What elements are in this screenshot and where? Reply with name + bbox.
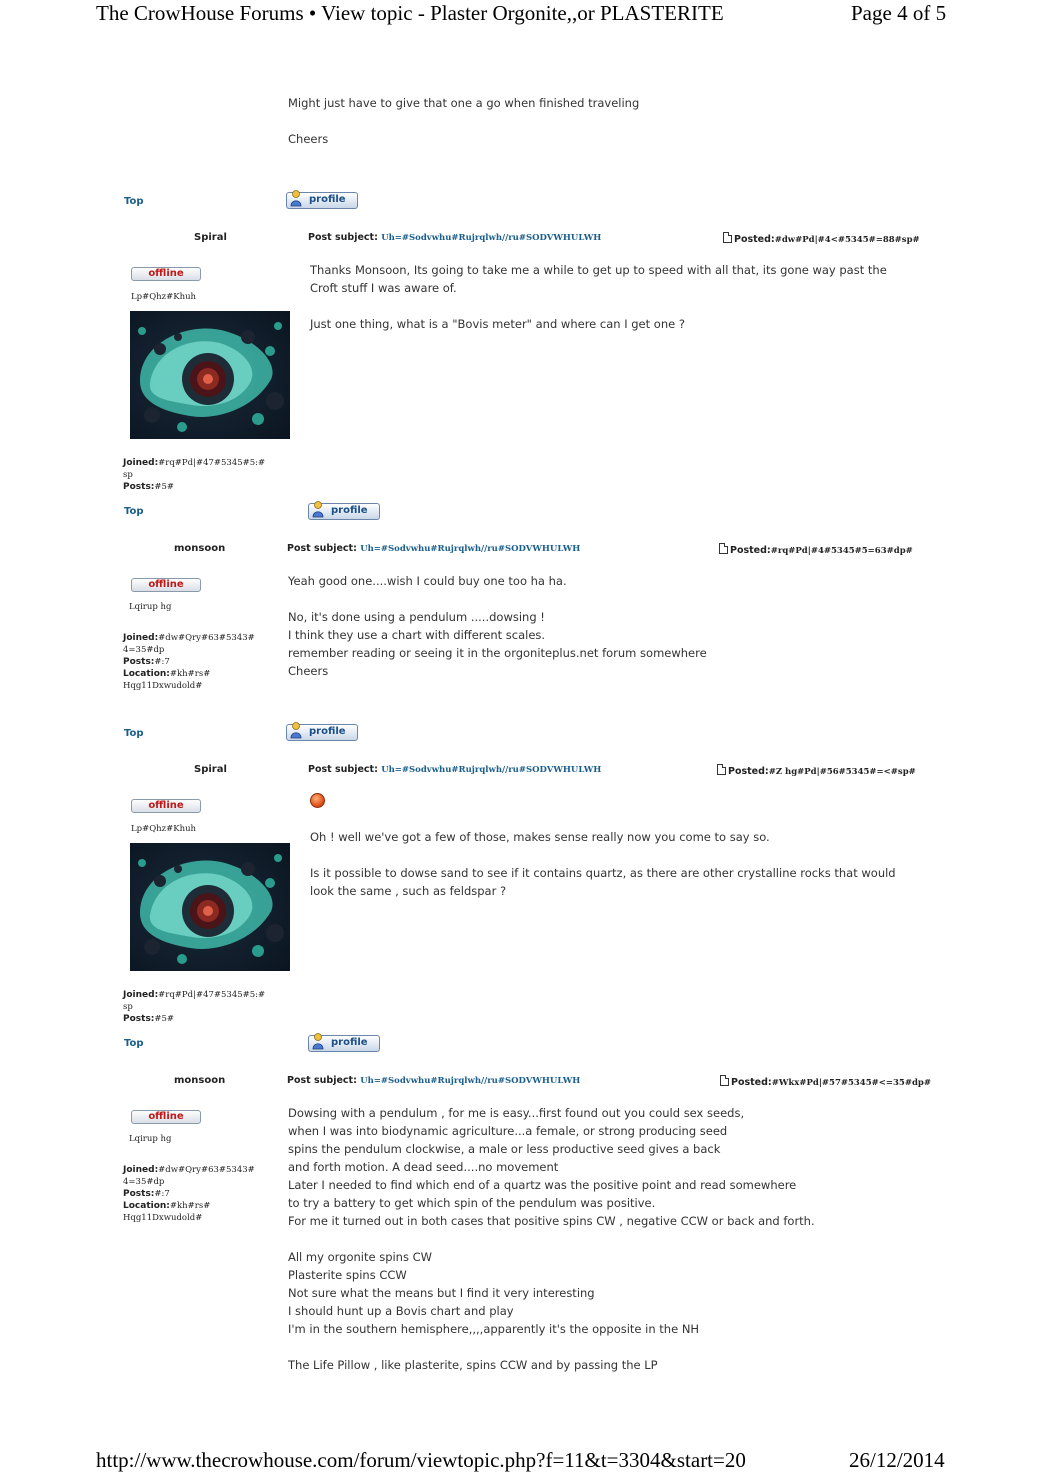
post-body xyxy=(288,94,639,148)
location-label: Location: xyxy=(123,669,170,679)
post-body xyxy=(310,261,887,333)
location-value: #kh#rs# xyxy=(169,1201,211,1211)
post-subject-label: Post subject: xyxy=(287,1075,357,1086)
profile-button-label: profile xyxy=(309,726,346,737)
profile-button[interactable] xyxy=(308,503,380,520)
joined-value-cont: 4=35#dp xyxy=(123,1177,165,1187)
profile-button-label: profile xyxy=(331,1037,368,1048)
user-icon xyxy=(312,1033,324,1050)
user-icon xyxy=(290,722,302,739)
post-line: I'm in the southern hemisphere,,,,apparently it's the opposite in the NH xyxy=(288,1322,700,1336)
posted-label: Posted: xyxy=(730,545,771,556)
post-author[interactable]: Spiral xyxy=(194,764,227,775)
post-line: Is it possible to dowse sand to see if it contains quartz, as there are other crystalline rocks that would xyxy=(310,866,896,880)
joined-value: #rq#Pd|#47#5345#5:# xyxy=(158,990,266,1000)
post-line: No, it's done using a pendulum .....dowsing ! xyxy=(288,610,545,624)
posts-value: #5# xyxy=(154,1014,175,1024)
profile-button-label: profile xyxy=(309,194,346,205)
post-subject xyxy=(287,1075,580,1086)
post-date xyxy=(720,1075,931,1088)
post-line: when I was into biodynamic agriculture...a female, or strong producing seed xyxy=(288,1124,728,1138)
post-subject xyxy=(308,232,601,243)
page-url: http://www.thecrowhouse.com/forum/viewtopic.php?f=11&t=3304&start=20 xyxy=(96,1448,746,1472)
post-subject-label: Post subject: xyxy=(287,543,357,554)
posted-label: Posted: xyxy=(731,1077,772,1088)
joined-value-cont: 4=35#dp xyxy=(123,645,165,655)
posts-label: Posts: xyxy=(123,657,155,667)
back-to-top-link[interactable]: Top xyxy=(124,506,144,517)
location-label: Location: xyxy=(123,1201,170,1211)
post-line: The Life Pillow , like plasterite, spins CCW and by passing the LP xyxy=(288,1358,658,1372)
profile-button[interactable] xyxy=(286,192,358,209)
print-header xyxy=(0,0,1042,28)
post-line xyxy=(288,590,707,608)
post-line xyxy=(288,1230,815,1248)
posted-value: #dw#Pd|#4<#5345#=88#sp# xyxy=(774,235,920,245)
print-footer xyxy=(0,1448,1042,1474)
user-icon xyxy=(290,190,302,207)
post-line: I should hunt up a Bovis chart and play xyxy=(288,1304,514,1318)
post-line: Might just have to give that one a go when finished traveling xyxy=(288,96,640,110)
post-body xyxy=(288,572,707,680)
avatar xyxy=(130,843,290,971)
profile-button[interactable] xyxy=(286,724,358,741)
user-icon xyxy=(312,501,324,518)
user-meta xyxy=(123,989,265,1025)
user-rank: Lqirup hg xyxy=(129,602,172,612)
joined-label: Joined: xyxy=(123,633,159,643)
post-line: remember reading or seeing it in the orgoniteplus.net forum somewhere xyxy=(288,646,707,660)
post-subject xyxy=(308,764,601,775)
avatar xyxy=(130,311,290,439)
post-line: Later I needed to find which end of a quartz was the positive point and read somewhere xyxy=(288,1178,797,1192)
page-title: The CrowHouse Forums • View topic - Plaster Orgonite,,or PLASTERITE xyxy=(96,1,724,25)
post-line: spins the pendulum clockwise, a male or less productive seed gives a back xyxy=(288,1142,721,1156)
back-to-top-link[interactable]: Top xyxy=(124,196,144,207)
joined-label: Joined: xyxy=(123,990,159,1000)
joined-value: #rq#Pd|#47#5345#5:# xyxy=(158,458,266,468)
post-author[interactable]: Spiral xyxy=(194,232,227,243)
post-line: Dowsing with a pendulum , for me is easy...first found out you could sex seeds, xyxy=(288,1106,745,1120)
joined-label: Joined: xyxy=(123,1165,159,1175)
user-rank: Lp#Qhz#Khuh xyxy=(131,824,197,834)
post-line: Not sure what the means but I find it very interesting xyxy=(288,1286,595,1300)
posted-label: Posted: xyxy=(728,766,769,777)
profile-button-label: profile xyxy=(331,505,368,516)
offline-status-badge: offline xyxy=(131,267,201,281)
post-line: Croft stuff I was aware of. xyxy=(310,281,457,295)
user-meta xyxy=(123,457,265,493)
post-date xyxy=(719,543,913,556)
posted-value: #Z hg#Pd|#56#5345#=<#sp# xyxy=(768,767,916,777)
posts-label: Posts: xyxy=(123,482,155,492)
posted-label: Posted: xyxy=(734,234,775,245)
back-to-top-link[interactable]: Top xyxy=(124,1038,144,1049)
post-line: All my orgonite spins CW xyxy=(288,1250,433,1264)
post-icon[interactable] xyxy=(723,232,732,243)
joined-label: Joined: xyxy=(123,458,159,468)
post-line xyxy=(310,297,887,315)
post-line: and forth motion. A dead seed....no movement xyxy=(288,1160,559,1174)
posts-label: Posts: xyxy=(123,1014,155,1024)
post-subject-link[interactable]: Uh=#Sodvwhu#Rujrqlwh//ru#SODVWHULWH xyxy=(381,233,602,243)
back-to-top-link[interactable]: Top xyxy=(124,728,144,739)
user-meta xyxy=(123,632,255,692)
post-line: Cheers xyxy=(288,664,329,678)
post-icon[interactable] xyxy=(717,764,726,775)
post-line: Oh ! well we've got a few of those, makes sense really now you come to say so. xyxy=(310,830,770,844)
joined-value-cont: sp xyxy=(123,1002,133,1012)
post-subject-label: Post subject: xyxy=(308,764,378,775)
post-subject-link[interactable]: Uh=#Sodvwhu#Rujrqlwh//ru#SODVWHULWH xyxy=(381,765,602,775)
location-value: #kh#rs# xyxy=(169,669,211,679)
post-body xyxy=(288,1104,815,1374)
joined-value: #dw#Qry#63#5343# xyxy=(158,1165,255,1175)
post-icon[interactable] xyxy=(720,1075,729,1086)
post-line: For me it turned out in both cases that positive spins CW , negative CCW or back and forth. xyxy=(288,1214,815,1228)
post-line xyxy=(310,846,896,864)
posts-value: #:7 xyxy=(154,1189,170,1199)
post-line xyxy=(288,1338,815,1356)
joined-value: #dw#Qry#63#5343# xyxy=(158,633,255,643)
location-value-cont: Hqg11Dxwudold# xyxy=(123,681,203,691)
post-subject xyxy=(287,543,580,554)
user-meta xyxy=(123,1164,255,1224)
post-line: Thanks Monsoon, Its going to take me a while to get up to speed with all that, its gone way past the xyxy=(310,263,887,277)
offline-status-badge: offline xyxy=(131,1110,201,1124)
post-line xyxy=(288,112,639,130)
posts-label: Posts: xyxy=(123,1189,155,1199)
page-number: Page 4 of 5 xyxy=(851,1,947,25)
post-body xyxy=(310,828,896,900)
post-date xyxy=(723,232,920,245)
user-rank: Lp#Qhz#Khuh xyxy=(131,292,197,302)
post-icon[interactable] xyxy=(719,543,728,554)
post-author[interactable]: monsoon xyxy=(174,543,226,554)
profile-button[interactable] xyxy=(308,1035,380,1052)
post-subject-link[interactable]: Uh=#Sodvwhu#Rujrqlwh//ru#SODVWHULWH xyxy=(360,544,581,554)
posted-value: #Wkx#Pd|#57#5345#<=35#dp# xyxy=(771,1078,931,1088)
offline-status-badge: offline xyxy=(131,578,201,592)
post-line: look the same , such as feldspar ? xyxy=(310,884,507,898)
post-line: to try a battery to get which spin of the pendulum was positive. xyxy=(288,1196,656,1210)
post-line: Yeah good one....wish I could buy one too ha ha. xyxy=(288,574,567,588)
post-line: I think they use a chart with different scales. xyxy=(288,628,546,642)
smiley-icon xyxy=(310,793,325,808)
user-rank: Lqirup hg xyxy=(129,1134,172,1144)
posts-value: #:7 xyxy=(154,657,170,667)
print-date: 26/12/2014 xyxy=(849,1448,945,1472)
post-line: Plasterite spins CCW xyxy=(288,1268,407,1282)
post-line: Cheers xyxy=(288,132,329,146)
offline-status-badge: offline xyxy=(131,799,201,813)
post-date xyxy=(717,764,916,777)
posted-value: #rq#Pd|#4#5345#5=63#dp# xyxy=(770,546,913,556)
posts-value: #5# xyxy=(154,482,175,492)
post-author[interactable]: monsoon xyxy=(174,1075,226,1086)
post-subject-label: Post subject: xyxy=(308,232,378,243)
location-value-cont: Hqg11Dxwudold# xyxy=(123,1213,203,1223)
joined-value-cont: sp xyxy=(123,470,133,480)
post-subject-link[interactable]: Uh=#Sodvwhu#Rujrqlwh//ru#SODVWHULWH xyxy=(360,1076,581,1086)
post-line: Just one thing, what is a "Bovis meter" and where can I get one ? xyxy=(310,317,685,331)
